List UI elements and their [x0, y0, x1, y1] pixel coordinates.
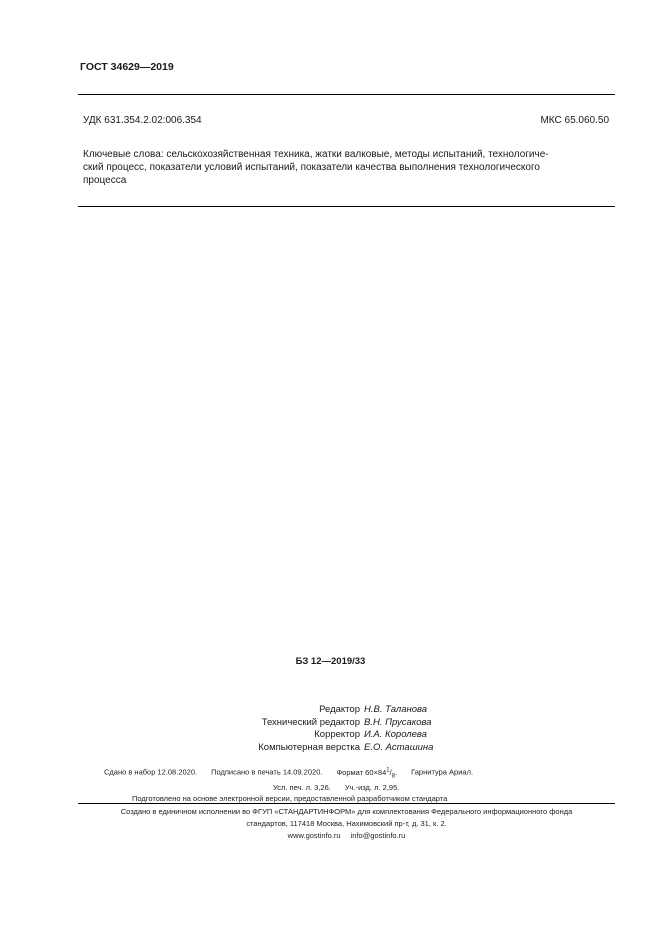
footer-line: Создано в единичном исполнении во ФГУП «СТАНДАРТИНФОРМ» для комплектования Федерального информационного фонда — [120, 807, 573, 816]
credit-name: Н.В. Таланова — [364, 704, 428, 715]
credit-name: И.А. Королева — [364, 729, 427, 740]
credit-row — [0, 742, 661, 755]
print-row — [0, 765, 661, 782]
print-details — [0, 765, 661, 804]
credits-block — [0, 704, 661, 754]
credit-role: Технический редактор — [261, 716, 360, 728]
edition-sheets: Уч.-изд. л. 2,95. — [344, 783, 400, 792]
top-divider — [78, 94, 615, 95]
keywords-paragraph — [83, 148, 610, 187]
credit-row — [0, 729, 661, 742]
print-row — [0, 782, 661, 793]
print-sheets: Усл. печ. л. 3,26. — [273, 783, 331, 792]
website-link[interactable]: www.gostinfo.ru — [287, 831, 341, 840]
keywords-line: процесса — [83, 175, 127, 186]
footer-divider — [78, 803, 615, 804]
keywords-line: Ключевые слова: сельскохозяйственная техника, жатки валковые, методы испытаний, технологиче- — [83, 149, 549, 160]
mks-code: МКС 65.060.50 — [540, 115, 609, 126]
keywords-line: ский процесс, показатели условий испытаний, показатели качества выполнения технологического — [83, 162, 540, 173]
footer-contacts — [78, 830, 615, 842]
credit-role: Редактор — [319, 704, 360, 715]
paper-format: Формат $60\times 84^1/_8$. — [336, 767, 398, 779]
signed-date: Подписано в печать 14.09.2020. — [211, 767, 323, 777]
udk-code: УДК 631.354.2.02:006.354 — [83, 115, 202, 126]
keywords-divider — [78, 206, 615, 207]
standard-number: ГОСТ 34629—2019 — [80, 61, 174, 73]
credit-row — [0, 717, 661, 730]
credit-name: Е.О. Асташина — [364, 741, 434, 753]
submitted-date: Сдано в набор 12.08.2020. — [104, 767, 198, 777]
email-link[interactable]: info@gostinfo.ru — [350, 831, 406, 840]
typeface: Гарнитура Ариал. — [411, 767, 474, 777]
prepared-note: Подготовлено на основе электронной версии, предоставленной разработчиком стандарта — [132, 794, 448, 803]
publisher-footer — [78, 806, 615, 842]
footer-line: стандартов, 117418 Москва, Нахимовский пр-т, д. 31, к. 2. — [246, 819, 447, 828]
credit-role: Компьютерная верстка — [258, 741, 360, 753]
credit-name: В.Н. Прусакова — [364, 716, 432, 728]
credit-row — [0, 704, 661, 717]
issue-number: БЗ 12—2019/33 — [295, 656, 366, 667]
credit-role: Корректор — [314, 729, 360, 740]
